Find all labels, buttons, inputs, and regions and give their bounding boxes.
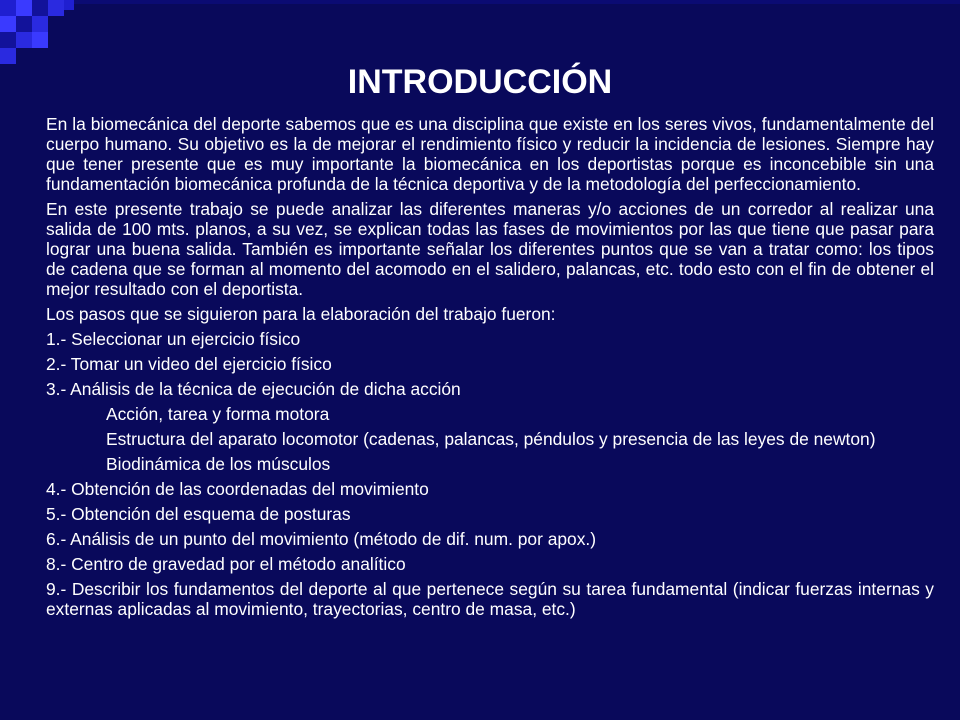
decor-square bbox=[32, 16, 48, 32]
substep-item: Biodinámica de los músculos bbox=[106, 454, 331, 474]
decor-square bbox=[16, 16, 32, 32]
decor-square bbox=[0, 0, 16, 16]
step-item: 9.- Describir los fundamentos del deporte al que pertenece según su tarea fundamental (indicar fuerzas internas y externas aplicadas al movimiento, trayectorias, centro de masa, etc.) bbox=[46, 579, 934, 619]
substep-item: Estructura del aparato locomotor (cadenas, palancas, péndulos y presencia de las leyes de newton) bbox=[106, 429, 876, 449]
decor-square bbox=[16, 0, 32, 16]
step-item: 2.- Tomar un video del ejercicio físico bbox=[46, 354, 332, 374]
intro-paragraph-1: En la biomecánica del deporte sabemos que es una disciplina que existe en los seres vivos, fundamentalmente del cuerpo humano. Su objetivo es la de mejorar el rendimiento físico y reducir la incidencia de lesiones. Siempre hay que tener presente que es muy importante la biomecánica en los deportistas porque es inconcebible sin una fundamentación biomecánica profunda de la técnica deportiva y de la metodología del perfeccionamiento. bbox=[46, 114, 934, 194]
step-item: 4.- Obtención de las coordenadas del movimiento bbox=[46, 479, 429, 499]
decor-square bbox=[32, 0, 48, 16]
substep-item: Acción, tarea y forma motora bbox=[106, 404, 330, 424]
intro-paragraph-2: En este presente trabajo se puede analizar las diferentes maneras y/o acciones de un corredor al realizar una salida de 100 mts. planos, a su vez, se explican todas las fases de movimientos por las que tiene que pasar para lograr una buena salida. También es importante señalar los diferentes puntos que se van a tratar como: los tipos de cadena que se forman al momento del acomodo en el salidero, palancas, etc. todo esto con el fin de obtener el mejor resultado con el deportista. bbox=[46, 199, 934, 299]
step-item: 1.- Seleccionar un ejercicio físico bbox=[46, 329, 301, 349]
decor-square bbox=[32, 32, 48, 48]
decor-square bbox=[48, 0, 64, 16]
step-item: 3.- Análisis de la técnica de ejecución de dicha acción bbox=[46, 379, 461, 399]
decor-square bbox=[64, 0, 74, 10]
step-item: 6.- Análisis de un punto del movimiento (método de dif. num. por apox.) bbox=[46, 529, 597, 549]
slide-body bbox=[46, 114, 934, 624]
decor-square bbox=[0, 16, 16, 32]
step-item: 5.- Obtención del esquema de posturas bbox=[46, 504, 351, 524]
steps-intro: Los pasos que se siguieron para la elaboración del trabajo fueron: bbox=[46, 304, 556, 324]
decor-square bbox=[16, 32, 32, 48]
decor-square bbox=[0, 32, 16, 48]
step-item: 8.- Centro de gravedad por el método analítico bbox=[46, 554, 406, 574]
slide-title: INTRODUCCIÓN bbox=[347, 63, 613, 101]
top-decor-bar bbox=[0, 0, 960, 4]
